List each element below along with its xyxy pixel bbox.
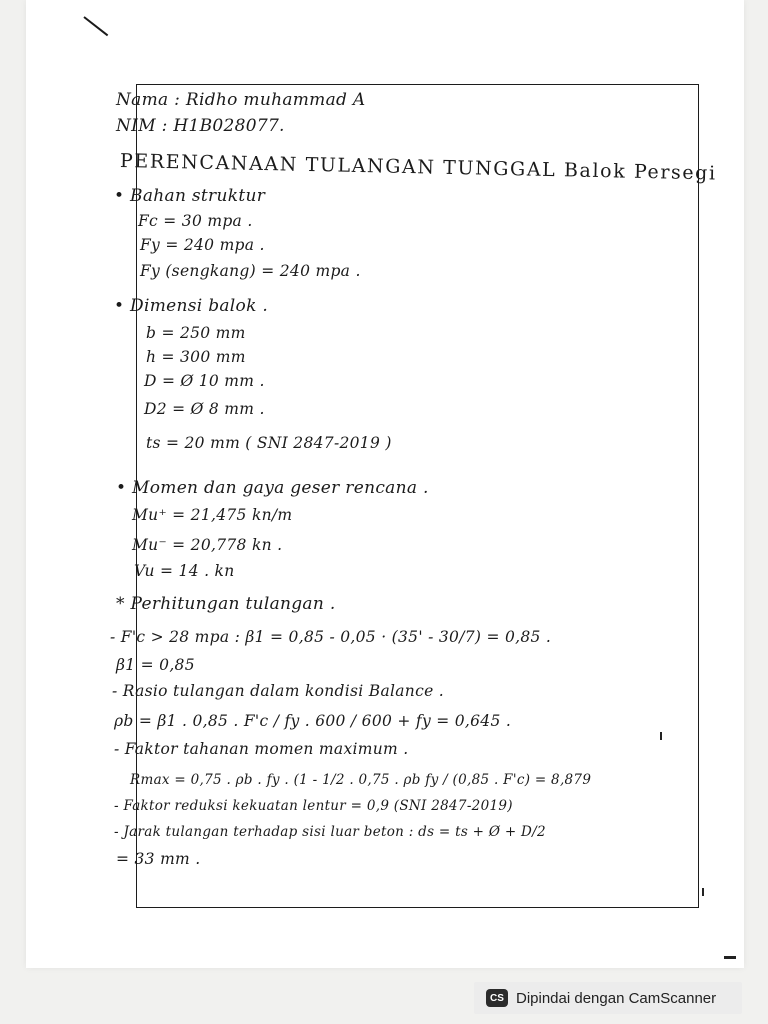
calc-heading: * Perhitungan tulangan .: [116, 594, 336, 614]
d2-value: D2 = Ø 8 mm .: [144, 400, 265, 418]
camscanner-icon: CS: [486, 989, 508, 1007]
name-line: Nama : Ridho muhammad A: [116, 90, 366, 110]
h-value: h = 300 mm: [146, 348, 246, 366]
rmax-formula: Rmax = 0,75 . ρb . fy . (1 - 1/2 . 0,75 . ρb fy / (0,85 . F'c) = 8,879: [130, 772, 592, 788]
fy-value: Fy = 240 mpa .: [140, 236, 265, 254]
d-value: D = Ø 10 mm .: [144, 372, 265, 390]
margin-mark: [724, 956, 736, 959]
ds-result: = 33 mm .: [116, 850, 201, 868]
material-heading: • Bahan struktur: [114, 186, 266, 206]
beta-formula: - F'c > 28 mpa : β1 = 0,85 - 0,05 · (35' - 30/7) = 0,85 .: [110, 628, 552, 646]
margin-mark: [660, 732, 662, 740]
rasio-heading: - Rasio tulangan dalam kondisi Balance .: [112, 682, 444, 700]
reduksi-line: - Faktor reduksi kekuatan lentur = 0,9 (SNI 2847-2019): [114, 798, 513, 814]
scanned-paper: [26, 0, 744, 968]
ts-value: ts = 20 mm ( SNI 2847-2019 ): [146, 434, 392, 452]
camscanner-watermark: [474, 982, 742, 1014]
jarak-line: - Jarak tulangan terhadap sisi luar beton : ds = ts + Ø + D/2: [114, 824, 546, 840]
moment-heading: • Momen dan gaya geser rencana .: [116, 478, 429, 498]
dimension-heading: • Dimensi balok .: [114, 296, 269, 316]
document-title: PERENCANAAN TULANGAN TUNGGAL Balok Persegi: [119, 150, 717, 185]
rho-b-formula: ρb = β1 . 0,85 . F'c / fy . 600 / 600 + fy = 0,645 .: [114, 712, 512, 730]
beta-result: β1 = 0,85: [116, 656, 195, 674]
fc-value: Fc = 30 mpa .: [138, 212, 253, 230]
margin-mark: [702, 888, 704, 896]
camscanner-label: Dipindai dengan CamScanner: [516, 989, 717, 1007]
mu-minus-value: Mu⁻ = 20,778 kn .: [132, 536, 283, 554]
b-value: b = 250 mm: [146, 324, 246, 342]
vu-value: Vu = 14 . kn: [134, 562, 235, 580]
faktor-heading: - Faktor tahanan momen maximum .: [114, 740, 409, 758]
mu-plus-value: Mu⁺ = 21,475 kn/m: [132, 506, 293, 524]
nim-line: NIM : H1B028077.: [116, 116, 285, 136]
pen-mark: [83, 16, 108, 36]
fy-sengkang-value: Fy (sengkang) = 240 mpa .: [140, 262, 361, 280]
